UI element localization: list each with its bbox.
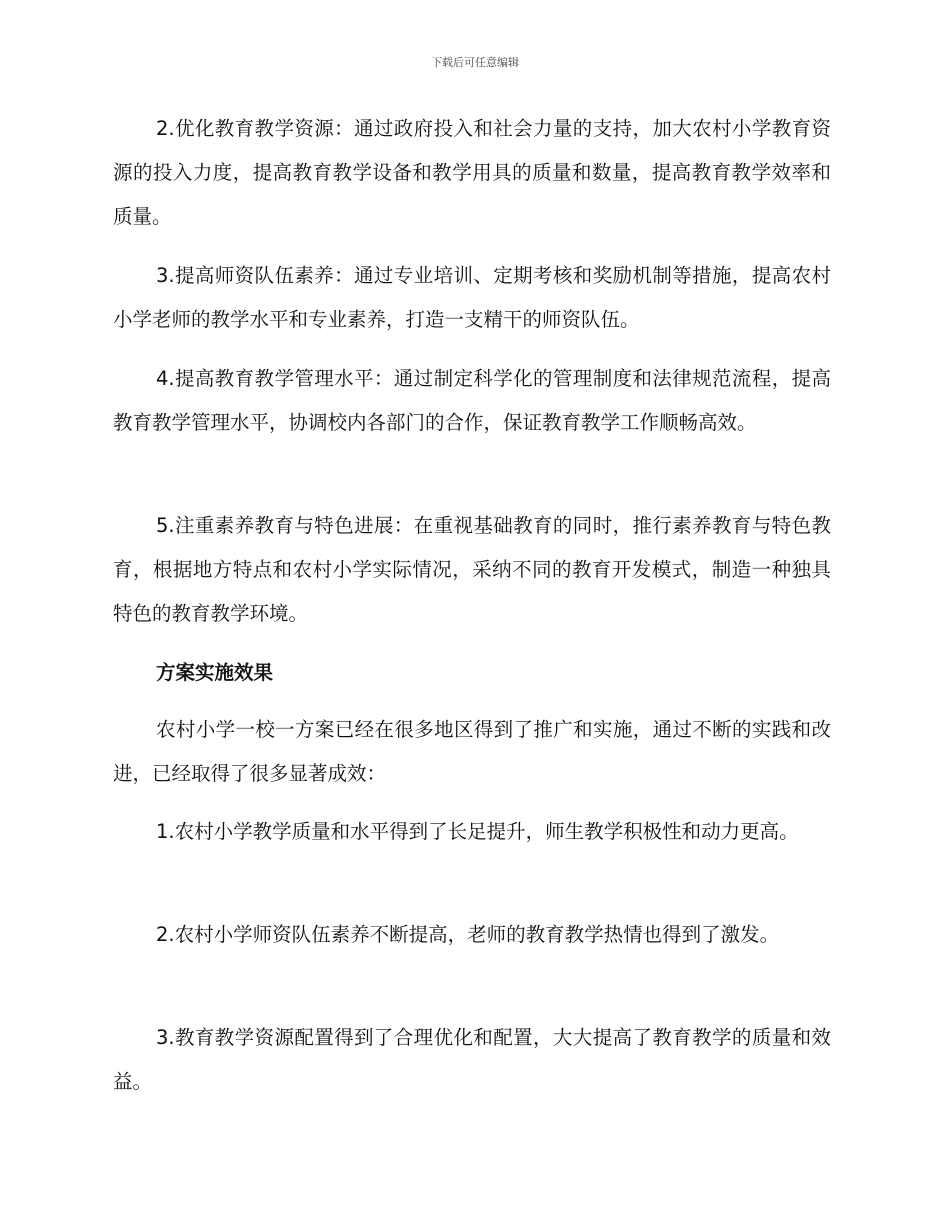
- section-heading: 方案实施效果: [156, 661, 274, 684]
- paragraph-result-1: 1.农村小学教学质量和水平得到了长足提升，师生教学积极性和动力更高。: [156, 820, 799, 843]
- paragraph-result-3: 3.教育教学资源配置得到了合理优化和配置，大大提高了教育教学的质量和效益。: [113, 1026, 831, 1093]
- paragraph-management: 4.提高教育教学管理水平：通过制定科学化的管理制度和法律规范流程，提高教育教学管理水平，协调校内各部门的合作，保证教育教学工作顺畅高效。: [113, 367, 831, 434]
- paragraph-results-intro: 农村小学一校一方案已经在很多地区得到了推广和实施，通过不断的实践和改进，已经取得了很多显著成效：: [113, 718, 831, 785]
- paragraph-resources: 2.优化教育教学资源：通过政府投入和社会力量的支持，加大农村小学教育资源的投入力度，提高教育教学设备和教学用具的质量和数量，提高教育教学效率和质量。: [113, 117, 831, 228]
- paragraph-quality-education: 5.注重素养教育与特色进展：在重视基础教育的同时，推行素养教育与特色教育，根据地方特点和农村小学实际情况，采纳不同的教育开发模式，制造一种独具特色的教育教学环境。: [113, 514, 831, 625]
- page-header: 下载后可任意编辑: [431, 56, 519, 69]
- paragraph-result-2: 2.农村小学师资队伍素养不断提高，老师的教育教学热情也得到了激发。: [156, 923, 780, 946]
- paragraph-teachers: 3.提高师资队伍素养：通过专业培训、定期考核和奖励机制等措施，提高农村小学老师的教学水平和专业素养，打造一支精干的师资队伍。: [113, 264, 831, 331]
